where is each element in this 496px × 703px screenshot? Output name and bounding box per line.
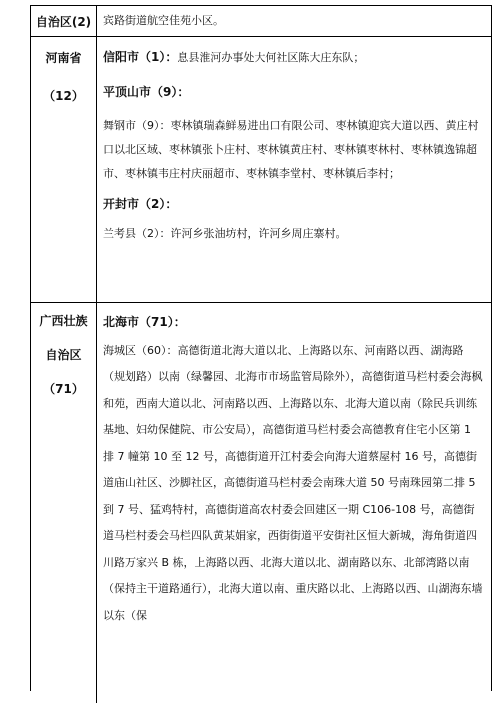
table-row [31, 6, 491, 37]
column-divider [96, 37, 97, 302]
county-detail: 舞钢市（9）：枣林镇瑞森鲜易进出口有限公司、枣林镇迎宾大道以西、黄庄村口以北区域、枣林镇张卜庄村、枣林镇黄庄村、枣林镇枣林村、枣林镇逸锦超市、枣林镇韦庄村庆丽超市、枣林镇李堂村、枣林镇后李村； [103, 119, 479, 180]
info-table [30, 5, 492, 691]
county-detail: 兰考县（2）：许河乡张油坊村，许河乡周庄寨村。 [103, 227, 347, 240]
content-cell [103, 45, 485, 246]
province-cell: 自治区(2) [35, 15, 92, 29]
city-name: 平顶山市（9）： [103, 85, 190, 99]
province-count: （12） [43, 89, 84, 103]
province-cell [31, 48, 96, 106]
table-row [31, 303, 491, 703]
content-cell: 宾路街道航空佳苑小区。 [103, 14, 224, 27]
city-entry [103, 45, 485, 70]
city-name: 开封市（2）： [103, 197, 178, 211]
province-count: （71） [43, 382, 84, 396]
content-cell [103, 309, 485, 629]
province-cell [31, 311, 96, 399]
province-name-line2: 自治区 [45, 348, 82, 362]
province-name: 广西壮族 [39, 314, 88, 328]
city-detail: 息县淮河办事处大何社区陈大庄东队； [177, 51, 365, 64]
city-name: 信阳市（1）： [103, 50, 178, 64]
column-divider [96, 6, 97, 36]
table-row [31, 37, 491, 303]
column-divider [96, 303, 97, 703]
city-name: 北海市（71）： [103, 315, 186, 329]
province-name: 河南省 [45, 51, 82, 65]
county-detail: 海城区（60）：高德街道北海大道以北、上海路以东、河南路以西、湖海路（规划路）以南（绿馨园、北海市市场监管局除外），高德街道马栏村委会海枫和苑，西南大道以北、河南路以西、上海路以东、北海大道以南（除民兵训练基地、妇幼保健院、市公安局），高德街道马栏村委会高德教育住宅小区第 1 排 7 幢第 10 至 12 号，高德街道开江村委会向海大道蔡屋村 16 号，高德街道庙山社区、沙脚社区，高德街道马栏村委会南珠大道 50 号南珠园第二排 5 到 7 号、猛鸡特村，高德街道高农村委会回建区一期 C106-108 号，高德街道马栏村委会马栏四队黄某娟家，西街街道平安街社区恒大新城，海角街道四川路万家兴 B 栋，上海路以西、北海大道以北、湖南路以东、北部湾路以南（保持主干道路通行），北海大道以南、重庆路以北、上海路以西、山湖海东墙以东（保 [103, 343, 483, 622]
